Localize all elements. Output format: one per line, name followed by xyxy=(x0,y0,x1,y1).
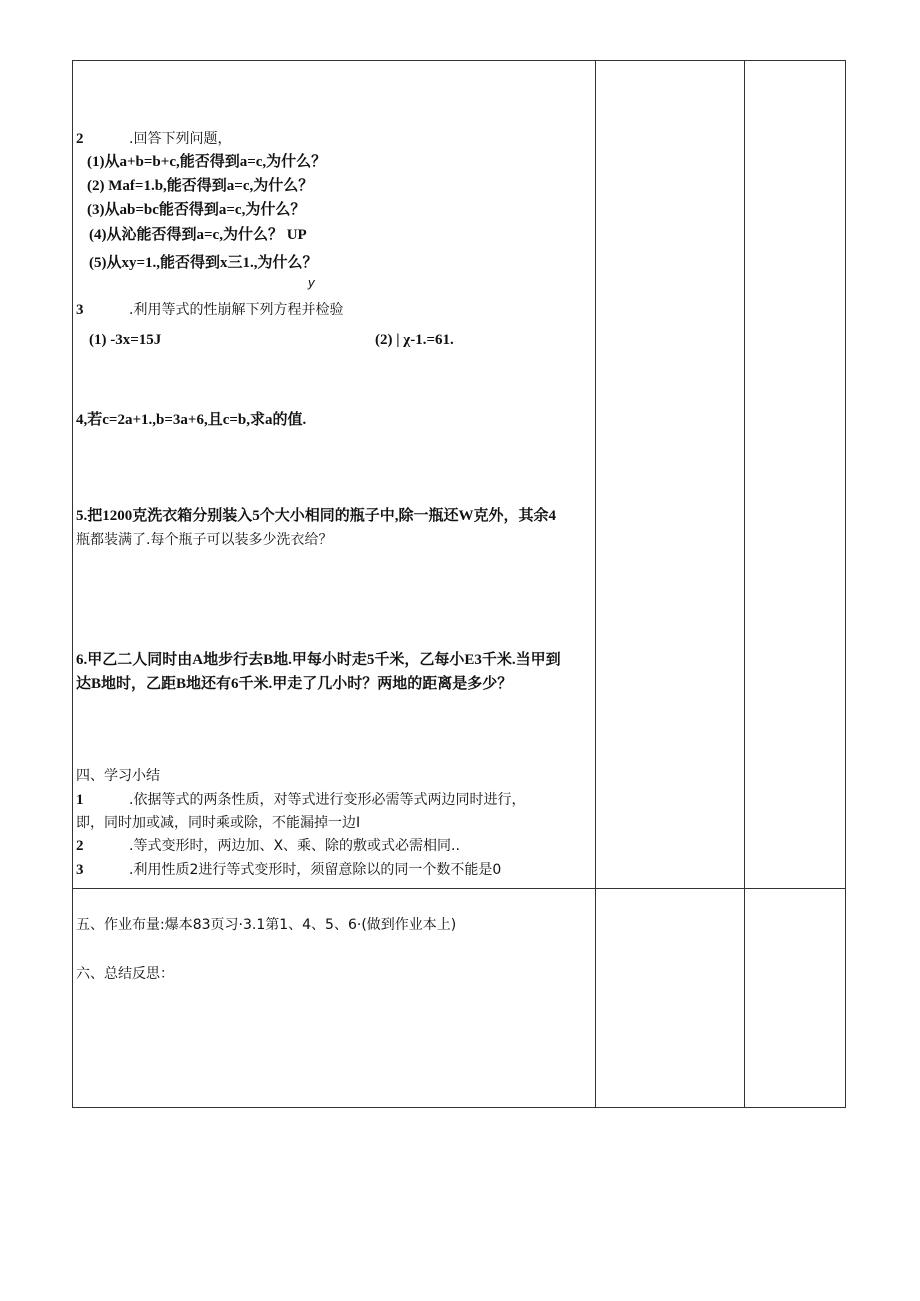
reflection-heading: 六、总结反思： xyxy=(76,966,174,982)
q6-line-1: 6.甲乙二人同时由A地步行去B地.甲每小时走5千米，乙每小E3千米.当甲到 xyxy=(76,652,561,668)
q2-item-2: (2) Maf=1.b,能否得到a=c,为什么？ xyxy=(87,178,314,194)
q3-title: .利用等式的性崩解下列方程并检验 xyxy=(129,302,344,318)
q2-title: .回答下列问题， xyxy=(129,131,232,147)
q2-item-1: (1)从a+b=b+c,能否得到a=c,为什么？ xyxy=(87,154,327,170)
q3-equation-2: (2) | χ-1.=61. xyxy=(375,332,454,348)
summary-point-1-line-1: .依据等式的两条性质，对等式进行变形必需等式两边同时进行， xyxy=(129,792,526,808)
row-divider xyxy=(73,888,845,889)
q2-stray-mark: y xyxy=(308,275,315,290)
summary-point-3-number: 3 xyxy=(76,862,84,878)
q5-line-2: 瓶都装满了.每个瓶子可以装多少洗衣给？ xyxy=(76,532,333,548)
column-divider-2 xyxy=(744,61,745,1107)
homework-assignment: 五、作业布量:爆本83页习·3.1第1、4、5、6·(做到作业本上) xyxy=(76,917,457,933)
q3-equation-1: (1) -3x=15J xyxy=(89,332,162,348)
worksheet-table xyxy=(72,60,846,1108)
summary-point-3: .利用性质2进行等式变形时，须留意除以的同一个数不能是0 xyxy=(129,862,502,878)
summary-point-1-line-2: 即，同时加或减，同时乘或除，不能漏掉一边I xyxy=(76,815,361,831)
q2-item-3: (3)从ab=bc能否得到a=c,为什么？ xyxy=(87,202,306,218)
q3-number: 3 xyxy=(76,302,84,318)
summary-point-2-number: 2 xyxy=(76,838,84,854)
q4-text: 4,若c=2a+1.,b=3a+6,且c=b,求a的值. xyxy=(76,412,307,428)
q2-item-5: (5)从xy=1.,能否得到x三1.,为什么？ xyxy=(89,255,318,271)
column-divider-1 xyxy=(595,61,596,1107)
summary-heading: 四、学习小结 xyxy=(76,768,160,784)
q2-item-4: (4)从沁能否得到a=c,为什么？ UP xyxy=(89,227,307,243)
q6-line-2: 达B地时，乙距B地还有6千米.甲走了几小时？两地的距离是多少？ xyxy=(76,676,513,692)
q2-number: 2 xyxy=(76,131,84,147)
q5-line-1: 5.把1200克洗衣箱分别装入5个大小相同的瓶子中,除一瓶还W克外，其余4 xyxy=(76,508,557,524)
summary-point-1-number: 1 xyxy=(76,792,84,808)
summary-point-2: .等式变形时，两边加、X、乘、除的敷或式必需相同.. xyxy=(129,838,460,854)
